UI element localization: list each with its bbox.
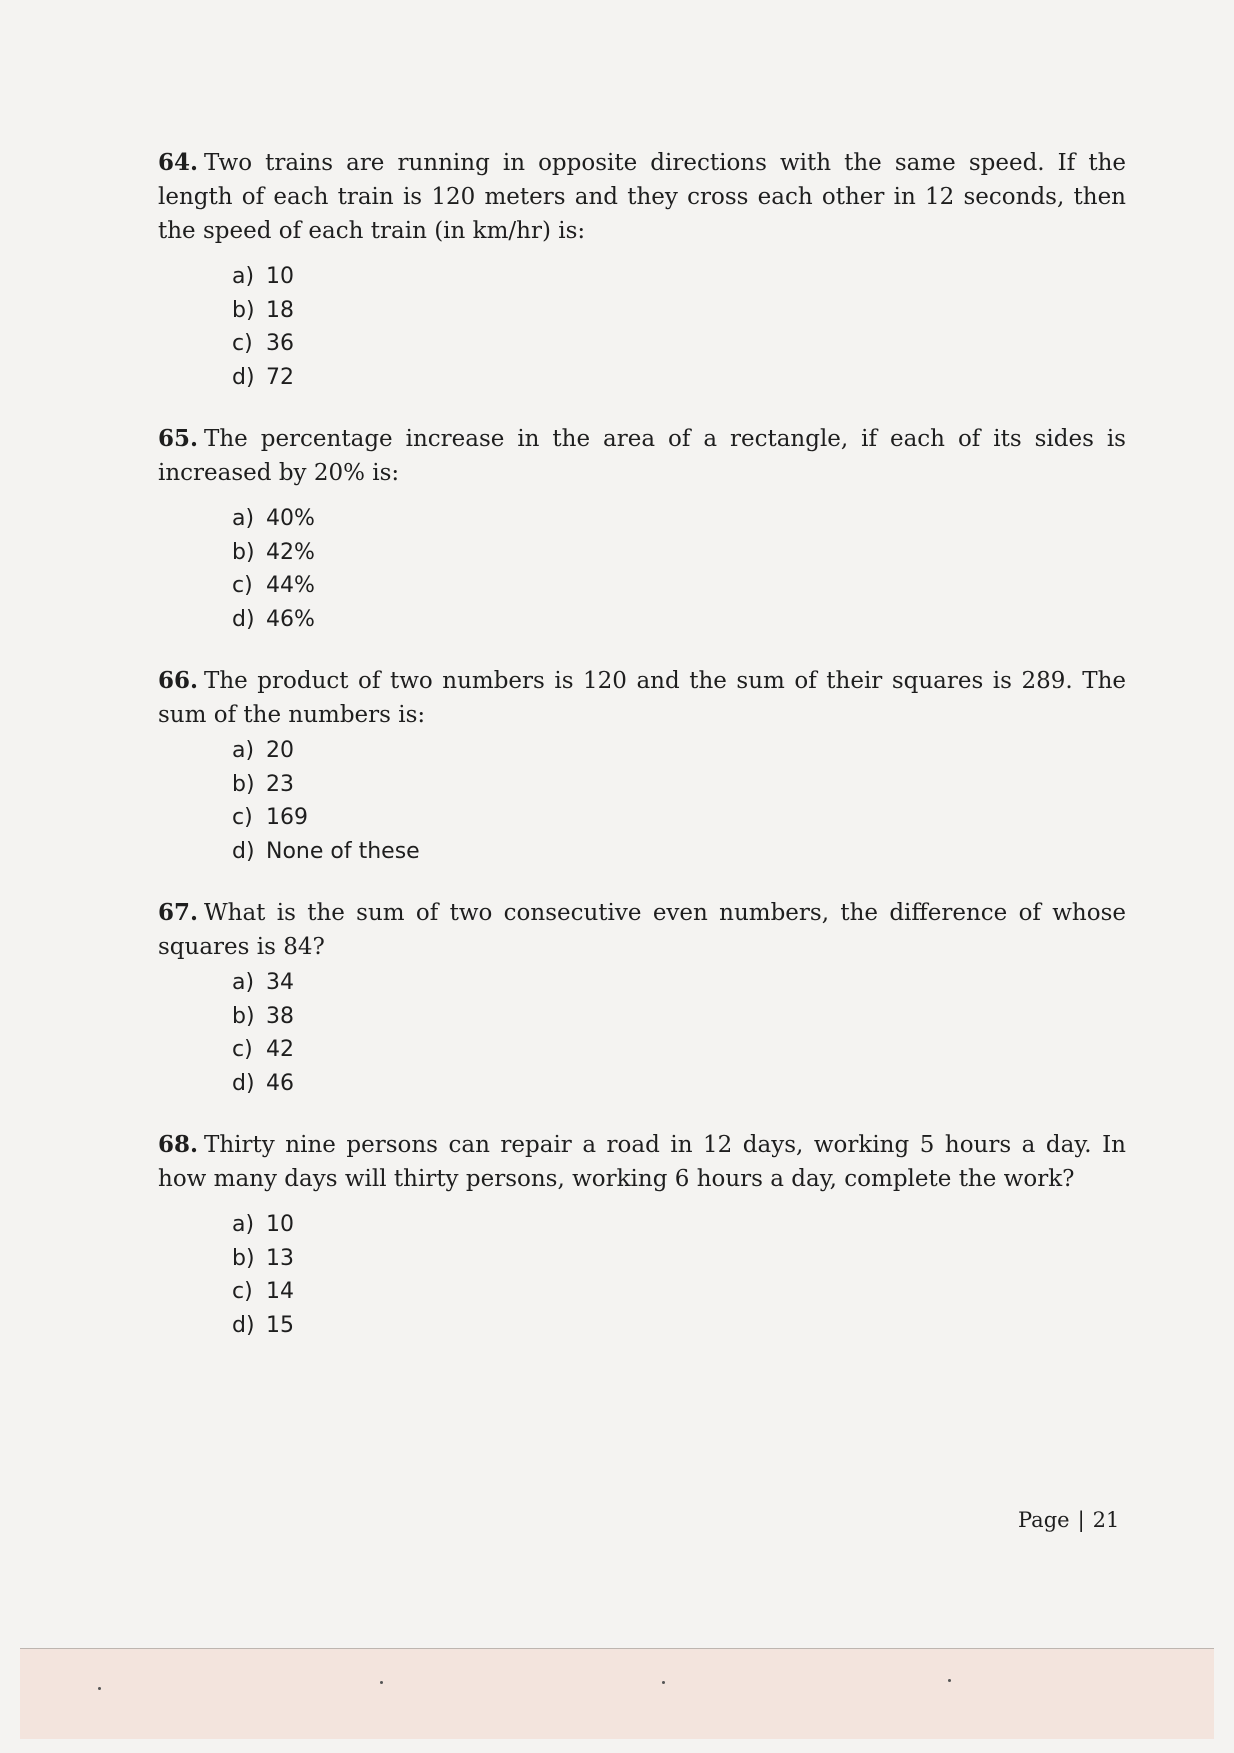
option-c: c) 14 [232, 1279, 294, 1304]
option-b: b) 18 [232, 297, 294, 323]
option-d: d) 72 [232, 364, 294, 390]
option-list [158, 502, 1126, 636]
option-c: c) 42 [232, 1037, 294, 1062]
option-d: d) None of these [232, 838, 420, 864]
question-number: 65. [158, 425, 199, 452]
option-list [158, 1208, 1126, 1342]
question-65 [158, 422, 1126, 636]
question-number: 67. [158, 899, 199, 926]
option-list [158, 734, 1126, 868]
question-text: What is the sum of two consecutive even numbers, the difference of whose squares is 84? [158, 900, 1126, 960]
option-list [158, 966, 1126, 1100]
question-text: Thirty nine persons can repair a road in 12 days, working 5 hours a day. In how many days will thirty persons, working 6 hours a day, complete the work? [158, 1132, 1126, 1192]
option-a: a) 40% [232, 506, 315, 531]
option-b: b) 13 [232, 1245, 294, 1271]
question-text: Two trains are running in opposite directions with the same speed. If the length of each train is 120 meters and they cross each other in 12 seconds, then the speed of each train (in km/hr) is: [158, 150, 1126, 244]
option-d: d) 15 [232, 1312, 294, 1338]
scan-bottom-band [20, 1648, 1214, 1739]
page-number-footer [1018, 1508, 1119, 1532]
question-67 [158, 896, 1126, 1100]
option-c: c) 169 [232, 805, 308, 830]
question-68 [158, 1128, 1126, 1342]
option-b: b) 42% [232, 539, 315, 565]
question-list [158, 146, 1126, 1342]
option-b: b) 23 [232, 771, 294, 797]
option-c: c) 36 [232, 331, 294, 356]
punch-dot [662, 1681, 665, 1684]
question-64 [158, 146, 1126, 394]
option-b: b) 38 [232, 1003, 294, 1029]
question-66 [158, 664, 1126, 868]
option-a: a) 10 [232, 264, 294, 289]
option-a: a) 34 [232, 970, 294, 995]
option-a: a) 20 [232, 738, 294, 763]
option-c: c) 44% [232, 573, 315, 598]
option-list [158, 260, 1126, 394]
page-label: Page [1018, 1508, 1070, 1532]
punch-dot [380, 1681, 383, 1684]
punch-dot [98, 1687, 101, 1690]
option-d: d) 46 [232, 1070, 294, 1096]
question-number: 66. [158, 667, 199, 694]
page-number: 21 [1092, 1508, 1120, 1532]
page-separator: | [1077, 1508, 1085, 1532]
punch-dot [948, 1679, 951, 1682]
option-a: a) 10 [232, 1212, 294, 1237]
question-number: 64. [158, 149, 199, 176]
question-text: The product of two numbers is 120 and the sum of their squares is 289. The sum of the numbers is: [158, 668, 1126, 728]
question-number: 68. [158, 1131, 199, 1158]
option-d: d) 46% [232, 606, 315, 632]
question-text: The percentage increase in the area of a rectangle, if each of its sides is increased by 20% is: [158, 426, 1126, 486]
